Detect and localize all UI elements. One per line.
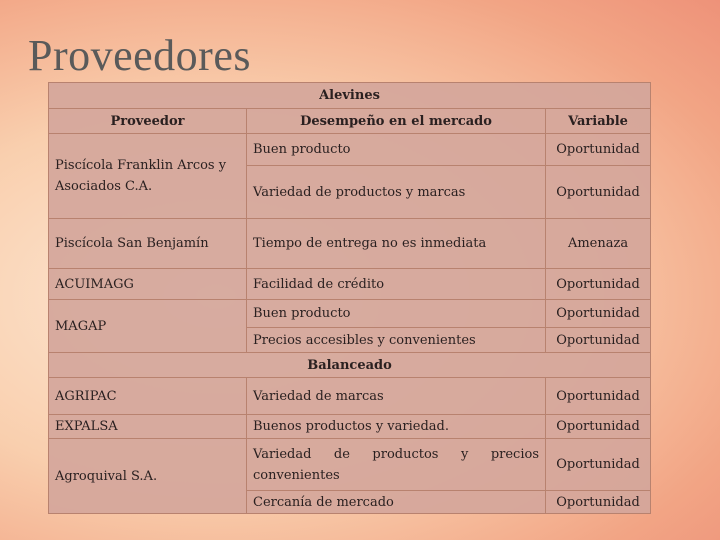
provider-cell: MAGAP	[49, 300, 247, 353]
table-row	[49, 219, 651, 269]
table-row	[49, 378, 651, 415]
desc-cell: Buenos productos y variedad.	[247, 415, 546, 439]
desc-cell: Precios accesibles y convenientes	[247, 328, 546, 353]
section-title-balanceado: Balanceado	[49, 353, 651, 378]
header-desempeno: Desempeño en el mercado	[247, 109, 546, 134]
desc-cell: Variedad de marcas	[247, 378, 546, 415]
variable-cell: Oportunidad	[546, 439, 651, 491]
section-header-row	[49, 353, 651, 378]
provider-cell: Piscícola San Benjamín	[49, 219, 247, 269]
section-header-row	[49, 83, 651, 109]
variable-cell: Oportunidad	[546, 415, 651, 439]
variable-cell: Oportunidad	[546, 328, 651, 353]
variable-cell: Oportunidad	[546, 378, 651, 415]
table-row	[49, 300, 651, 328]
provider-cell: EXPALSA	[49, 415, 247, 439]
provider-cell: Piscícola Franklin Arcos y Asociados C.A.	[49, 134, 247, 219]
provider-cell: AGRIPAC	[49, 378, 247, 415]
column-header-row	[49, 109, 651, 134]
desc-cell: Variedad de productos y marcas	[247, 166, 546, 219]
table-row	[49, 415, 651, 439]
variable-cell: Oportunidad	[546, 166, 651, 219]
variable-cell: Oportunidad	[546, 491, 651, 514]
variable-cell: Amenaza	[546, 219, 651, 269]
table-row	[49, 439, 651, 491]
variable-cell: Oportunidad	[546, 134, 651, 166]
table-row	[49, 134, 651, 166]
desc-cell: Facilidad de crédito	[247, 269, 546, 300]
slide-title: Proveedores	[28, 31, 251, 80]
table-row	[49, 269, 651, 300]
desc-cell: Tiempo de entrega no es inmediata	[247, 219, 546, 269]
header-variable: Variable	[546, 109, 651, 134]
suppliers-table	[48, 82, 651, 514]
provider-cell: ACUIMAGG	[49, 269, 247, 300]
variable-cell: Oportunidad	[546, 269, 651, 300]
desc-cell: Variedad de productos y precios convenientes	[247, 439, 546, 491]
desc-cell: Buen producto	[247, 134, 546, 166]
variable-cell: Oportunidad	[546, 300, 651, 328]
header-proveedor: Proveedor	[49, 109, 247, 134]
desc-cell: Cercanía de mercado	[247, 491, 546, 514]
provider-cell: Agroquival S.A.	[49, 439, 247, 514]
section-title-alevines: Alevines	[49, 83, 651, 109]
desc-cell: Buen producto	[247, 300, 546, 328]
